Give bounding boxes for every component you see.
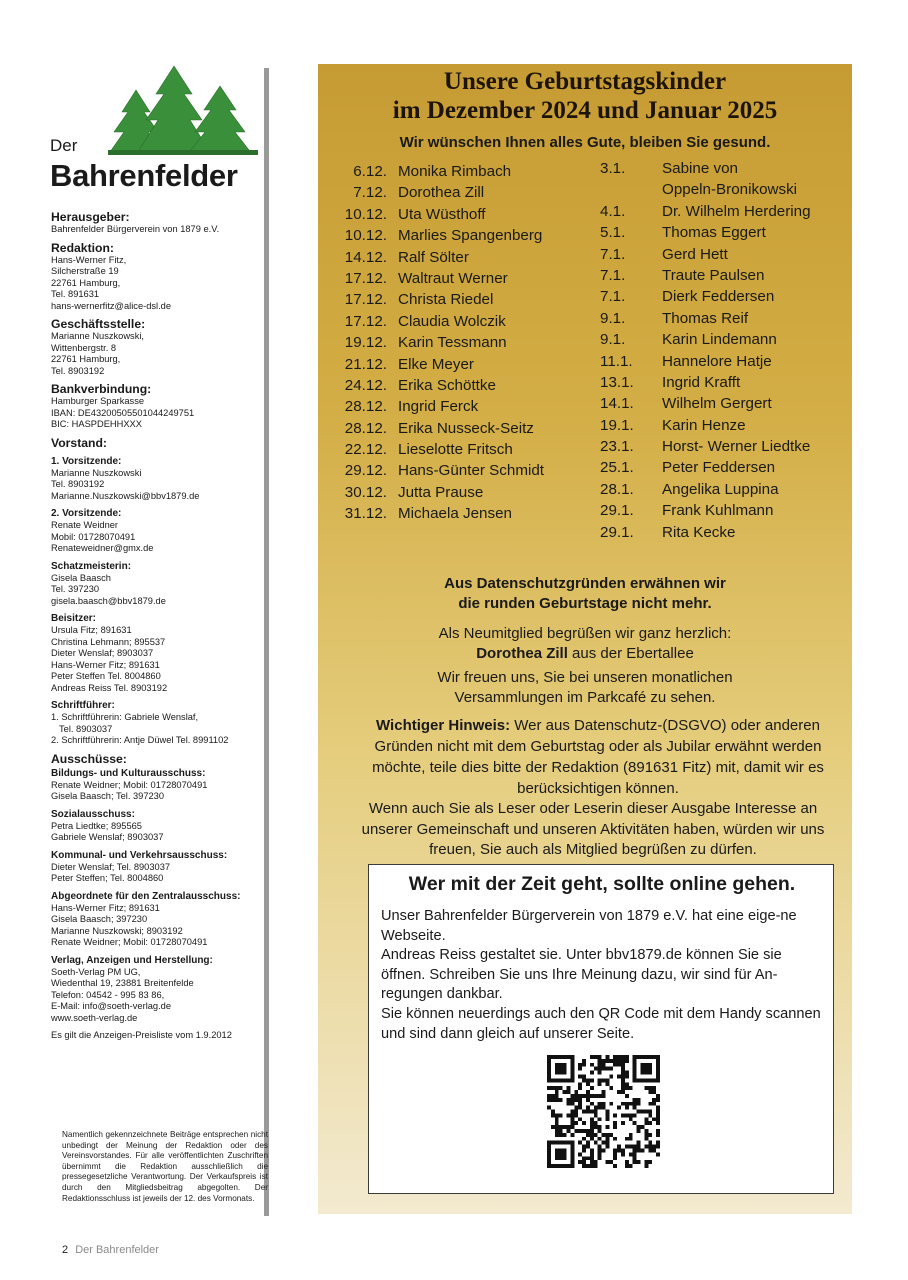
birthday-date: 7.1.	[600, 266, 626, 284]
imprint-line: 2. Schriftführerin: Antje Düwel Tel. 8991102	[51, 735, 229, 745]
birthday-name: Uta Wüsthoff	[398, 205, 486, 223]
imprint-line: Renate Weidner; Mobil: 01728070491	[51, 779, 208, 790]
iban: IBAN: DE43200505501044249751	[51, 407, 195, 418]
imprint-line: Hamburger Sparkasse	[51, 396, 145, 406]
imprint-line: Bahrenfelder Bürgerverein von 1879 e.V.	[51, 224, 220, 234]
birthday-row	[600, 457, 811, 478]
hint-text: Wer aus Datenschutz-(DSGVO) oder anderen Gründen nicht mit dem Geburtstag oder als Jubilar erwähnt werden möchte, teile dies bitte der Redaktion (891631 Fitz) mit, damit wir es berücksichtigen können.	[372, 717, 824, 797]
imprint-subheading: Kommunal- und Verkehrsausschuss:	[51, 849, 228, 861]
imprint-line: Soeth-Verlag PM UG,	[51, 966, 141, 977]
imprint-line: Tel. 8903192	[51, 365, 105, 376]
birthday-name: Lieselotte Fritsch	[398, 441, 513, 459]
birthday-date: 7.12.	[353, 184, 387, 202]
birthday-date: 7.1.	[600, 245, 626, 263]
important-hint	[358, 715, 838, 799]
imprint	[51, 210, 263, 1042]
imprint-line: Silcherstraße 19	[51, 266, 119, 276]
logo-prefix: Der	[50, 136, 78, 155]
birthday-date: 29.12.	[344, 462, 387, 480]
imprint-subheading: 2. Vorsitzende:	[51, 508, 122, 519]
birthday-name: Monika Rimbach	[398, 163, 512, 180]
birthday-row	[333, 247, 544, 268]
online-text	[381, 907, 821, 1044]
birthday-date: 23.1.	[600, 438, 634, 456]
birthday-row	[333, 204, 544, 225]
birthday-row	[333, 289, 544, 310]
imprint-line: Christina Lehmann; 895537	[51, 636, 166, 647]
imprint-heading: Herausgeber:	[51, 210, 130, 224]
birthday-date: 29.1.	[600, 502, 634, 520]
birthday-date: 21.12.	[344, 355, 387, 373]
imprint-line: Tel. 8903192	[51, 479, 105, 489]
imprint-subheading: Schriftführer:	[51, 700, 115, 711]
online-paragraph: Sie können neuerdings auch den QR Code mit dem Handy scannen und sind dann gleich auf unserer Seite.	[381, 1005, 821, 1042]
imprint-subheading: Bildungs- und Kulturausschuss:	[51, 767, 206, 779]
panel-title: Unsere Geburtstagskinder	[443, 68, 727, 95]
membership-invite: Wenn auch Sie als Leser oder Leserin dieser Ausgabe Interesse an unserer Gemeinschaft und unseren Aktivitäten haben, würden wir uns freuen, Sie auch als Mitglied begrüßen zu dürfen.	[361, 800, 825, 858]
birthday-date	[600, 179, 640, 200]
birthday-name: Angelika Luppina	[662, 480, 779, 498]
birthday-row	[333, 396, 544, 417]
imprint-line: Peter Steffen; Tel. 8004860	[51, 873, 164, 883]
birthday-name: Horst- Werner Liedtke	[662, 438, 811, 456]
birthday-row	[333, 503, 544, 524]
birthday-row	[333, 311, 544, 332]
birthday-name: Dierk Feddersen	[662, 288, 775, 306]
imprint-line: Dieter Wenslaf; Tel. 8903037	[51, 861, 171, 872]
imprint-subheading: Beisitzer:	[51, 613, 97, 624]
masthead	[48, 58, 268, 198]
new-member-street: aus der Ebertallee	[567, 645, 694, 662]
imprint-line: Renate Weidner; Mobil: 01728070491	[51, 937, 208, 947]
birthday-name: Ingrid Krafft	[662, 373, 741, 391]
disclaimer: Namentlich gekennzeichnete Beiträge entsprechen nicht unbedingt der Meinung der Redaktion oder des Vereinsvorstandes. Für alle veröffentlichten Zuschriften übernimmt die Redaktion ausschließlich die pressegesetzliche Verantwortung. Der Verkaufspreis ist durch den Mitgliedsbeitrag abgegolten. Der Redaktionsschluss ist jeweils der 12. des Vormonats.	[62, 1130, 268, 1203]
online-box	[368, 864, 834, 1194]
birthday-row	[600, 222, 811, 243]
birthday-date: 14.1.	[600, 395, 634, 413]
birthday-date: 29.1.	[600, 523, 634, 541]
december-list	[333, 161, 544, 525]
birthday-row	[600, 500, 811, 521]
birthday-row	[333, 439, 544, 460]
imprint-line: Gisela Baasch; Tel. 397230	[51, 791, 165, 801]
imprint-line: Wiedenthal 19, 23881 Breitenfelde	[51, 978, 194, 988]
online-paragraph: Unser Bahrenfelder Bürgerverein von 1879 e.V. hat eine eige-ne Webseite.	[381, 908, 797, 944]
birthday-date: 6.12.	[353, 163, 387, 180]
panel-title: im Dezember 2024 und Januar 2025	[392, 97, 778, 124]
privacy-line: Aus Datenschutzgründen erwähnen wir	[444, 575, 726, 592]
new-member-name: Dorothea Zill	[476, 645, 568, 662]
birthday-row	[333, 482, 544, 503]
imprint-heading: Ausschüsse:	[51, 751, 127, 766]
birthday-row	[333, 354, 544, 375]
birthday-name: Karin Henze	[662, 416, 746, 434]
column-divider	[264, 68, 269, 1216]
birthday-name: Elke Meyer	[398, 355, 474, 373]
imprint-subheading: Abgeordnete für den Zentralausschuss:	[51, 890, 241, 902]
imprint-subheading: Schatzmeisterin:	[51, 560, 132, 572]
imprint-line: Hans-Werner Fitz; 891631	[51, 659, 160, 670]
birthday-row	[333, 182, 544, 203]
birthday-name: Gerd Hett	[662, 245, 728, 263]
welcome-line: Als Neumitglied begrüßen wir ganz herzlich:	[438, 625, 732, 642]
imprint-heading: Bankverbindung:	[51, 382, 152, 396]
imprint-line: Andreas Reiss Tel. 8903192	[51, 682, 168, 693]
birthday-name: Traute Paulsen	[662, 266, 765, 284]
meeting-line: Wir freuen uns, Sie bei unseren monatlichen	[437, 669, 733, 686]
birthday-date: 7.1.	[600, 288, 626, 306]
birthday-name: Rita Kecke	[662, 523, 736, 541]
birthday-row	[333, 418, 544, 439]
imprint-line: Hans-Werner Fitz,	[51, 254, 127, 265]
birthday-date: 3.1.	[600, 160, 626, 177]
birthday-name: Karin Tessmann	[398, 334, 507, 352]
imprint-line: Wittenbergstr. 8	[51, 342, 117, 353]
publisher-email: E-Mail: info@soeth-verlag.de	[51, 1001, 172, 1011]
birthday-row	[600, 372, 811, 393]
imprint-subheading: Verlag, Anzeigen und Herstellung:	[51, 954, 213, 966]
birthday-name: Hans-Günter Schmidt	[398, 462, 545, 480]
welcome-note	[318, 624, 852, 664]
privacy-note	[318, 574, 852, 614]
page-footer	[62, 1244, 159, 1256]
birthday-row	[600, 308, 811, 329]
birthday-name: Waltraut Werner	[398, 269, 508, 287]
imprint-line: Gabriele Wenslaf; 8903037	[51, 832, 164, 842]
birthday-date: 28.12.	[344, 419, 387, 437]
birthday-row	[600, 329, 811, 350]
birthday-date: 17.12.	[344, 312, 387, 330]
birthday-name: Ralf Sölter	[398, 248, 469, 266]
birthday-row	[600, 393, 811, 414]
imprint-line: Marianne Nuszkowski; 8903192	[51, 925, 183, 936]
imprint-heading: Geschäftsstelle:	[51, 317, 146, 331]
imprint-line: Tel. 8903037	[59, 723, 113, 734]
birthday-name: Claudia Wolczik	[398, 312, 506, 330]
imprint-line: Mobil: 01728070491	[51, 531, 136, 542]
birthday-date: 30.12.	[344, 483, 387, 501]
birthday-date: 28.12.	[344, 398, 387, 416]
birthday-name: Oppeln-Bronikowski	[662, 181, 798, 199]
birthday-date: 25.1.	[600, 459, 634, 477]
pine-trees-icon	[88, 60, 268, 160]
welcome-member-line	[318, 644, 852, 664]
chair1-email: Marianne.Nuszkowski@bbv1879.de	[51, 490, 200, 501]
imprint-line: Gisela Baasch; 397230	[51, 914, 148, 924]
birthday-name: Peter Feddersen	[662, 459, 776, 477]
imprint-line: Renate Weidner	[51, 520, 119, 530]
birthday-name: Frank Kuhlmann	[662, 502, 774, 520]
birthday-row	[600, 351, 811, 372]
imprint-line: 1. Schriftführerin: Gabriele Wenslaf,	[51, 712, 199, 722]
birthday-row	[333, 375, 544, 396]
meeting-note	[318, 668, 852, 708]
birthday-date: 31.12.	[344, 505, 387, 523]
editorial-email: hans-wernerfitz@alice-dsl.de	[51, 300, 172, 311]
birthday-name: Dorothea Zill	[398, 184, 485, 202]
birthday-date: 17.12.	[344, 291, 387, 309]
birthday-date: 28.1.	[600, 480, 634, 498]
january-list	[600, 158, 811, 543]
birthday-name: Marlies Spangenberg	[398, 227, 543, 245]
birthday-row	[600, 265, 811, 286]
imprint-line: 22761 Hamburg,	[51, 354, 121, 364]
bic: BIC: HASPDEHHXXX	[51, 419, 142, 429]
birthday-date: 22.12.	[344, 441, 387, 459]
imprint-line: 22761 Hamburg,	[51, 277, 121, 288]
imprint-line: Dieter Wenslaf; 8903037	[51, 648, 154, 658]
qr-code-icon[interactable]	[547, 1055, 660, 1173]
birthday-row	[333, 225, 544, 246]
privacy-line: die runden Geburtstage nicht mehr.	[458, 595, 712, 612]
birthday-date: 11.1.	[600, 352, 633, 370]
imprint-line: Peter Steffen Tel. 8004860	[51, 671, 161, 681]
birthday-name: Dr. Wilhelm Herdering	[662, 202, 811, 220]
birthday-date: 9.1.	[600, 331, 626, 349]
birthday-row	[600, 479, 811, 500]
birthday-date: 10.12.	[344, 205, 387, 223]
meeting-line: Versammlungen im Parkcafé zu sehen.	[454, 689, 716, 706]
birthday-date: 10.12.	[344, 227, 387, 245]
birthday-row	[333, 332, 544, 353]
imprint-line: Marianne Nuszkowski,	[51, 331, 145, 341]
wish-text: Wir wünschen Ihnen alles Gute, bleiben Sie gesund.	[399, 134, 771, 151]
imprint-line: Hans-Werner Fitz; 891631	[51, 902, 160, 913]
birthday-row	[600, 522, 811, 543]
birthday-row	[333, 268, 544, 289]
birthday-date: 5.1.	[600, 224, 626, 242]
birthday-date: 14.12.	[344, 248, 387, 266]
imprint-subheading: 1. Vorsitzende:	[51, 455, 122, 467]
birthday-row	[600, 286, 811, 307]
pricelist-note: Es gilt die Anzeigen-Preisliste vom 1.9.2012	[51, 1030, 232, 1040]
birthday-row	[600, 179, 811, 200]
birthday-date: 17.12.	[344, 269, 387, 287]
birthday-date: 19.12.	[344, 334, 387, 352]
page-number: 2	[62, 1244, 69, 1256]
birthday-name: Thomas Eggert	[662, 224, 766, 242]
online-paragraph: Andreas Reiss gestaltet sie. Unter bbv1879.de können Sie sie öffnen. Schreiben Sie uns Ihre Meinung dazu, wir sind für An-regungen dankbar.	[381, 947, 782, 1003]
hint-label: Wichtiger Hinweis:	[376, 717, 511, 734]
birthday-name: Michaela Jensen	[398, 505, 512, 523]
birthday-name: Sabine von	[662, 160, 738, 177]
imprint-line: Tel. 397230	[51, 584, 100, 594]
logo-name: Bahrenfelder	[50, 158, 238, 193]
birthday-date: 4.1.	[600, 202, 626, 220]
imprint-heading: Vorstand:	[51, 435, 107, 450]
birthday-row	[600, 436, 811, 457]
birthday-name: Jutta Prause	[398, 483, 484, 501]
birthday-name: Ingrid Ferck	[398, 398, 479, 416]
birthday-date: 24.12.	[344, 376, 387, 394]
imprint-line: Ursula Fitz; 891631	[51, 625, 132, 635]
birthday-name: Erika Schöttke	[398, 376, 496, 394]
publisher-website: www.soeth-verlag.de	[51, 1012, 138, 1023]
imprint-line: Tel. 891631	[51, 289, 100, 299]
birthday-name: Christa Riedel	[398, 291, 494, 309]
imprint-line: Gisela Baasch	[51, 572, 111, 583]
birthday-row	[600, 201, 811, 222]
birthday-date: 19.1.	[600, 416, 634, 434]
chair2-email: Renateweidner@gmx.de	[51, 543, 154, 553]
treasurer-email: gisela.baasch@bbv1879.de	[51, 595, 166, 606]
imprint-line: Telefon: 04542 - 995 83 86,	[51, 989, 165, 1000]
birthday-row	[600, 415, 811, 436]
birthday-row	[600, 158, 811, 179]
birthday-name: Karin Lindemann	[662, 331, 777, 349]
magazine-name: Der Bahrenfelder	[75, 1244, 159, 1256]
imprint-subheading: Sozialausschuss:	[51, 808, 135, 820]
birthday-name: Thomas Reif	[662, 309, 749, 327]
birthday-name: Erika Nusseck-Seitz	[398, 419, 534, 437]
birthday-date: 13.1.	[600, 373, 634, 391]
imprint-heading: Redaktion:	[51, 240, 114, 255]
birthday-row	[333, 161, 544, 182]
imprint-line: Marianne Nuszkowski	[51, 467, 142, 478]
birthday-row	[600, 244, 811, 265]
birthday-date: 9.1.	[600, 309, 626, 327]
birthday-row	[333, 460, 544, 481]
online-title: Wer mit der Zeit geht, sollte online gehen.	[408, 873, 796, 895]
birthday-name: Wilhelm Gergert	[662, 395, 772, 413]
logo	[48, 58, 268, 198]
birthday-name: Hannelore Hatje	[662, 352, 772, 370]
imprint-line: Petra Liedtke; 895565	[51, 820, 142, 831]
birthday-panel	[318, 64, 852, 1214]
